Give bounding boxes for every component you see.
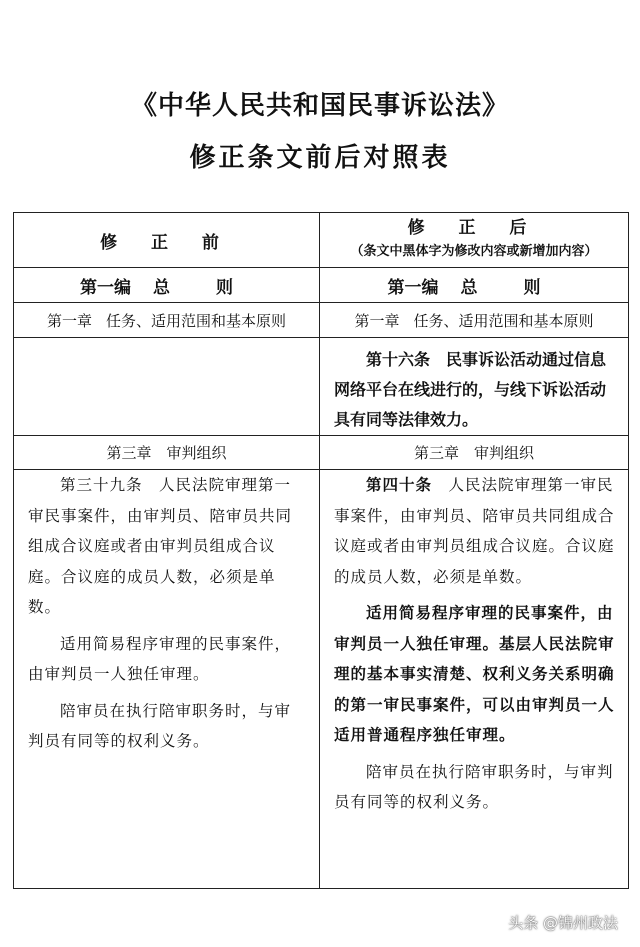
chapter1-after [320,303,629,338]
after-paragraph-1 [320,470,628,592]
header-after-note: （条文中黑体字为修改内容或新增加内容） [350,244,598,259]
chapter1-after-no: 第一章 [354,311,400,330]
header-before-label: 修 正 前 [100,232,233,253]
before-paragraph-2: 适用简易程序审理的民事案件，由审判员一人独任审理。 [28,634,292,683]
part-after-label: 第一编 [387,277,439,298]
part-before [14,268,320,303]
part-before-label: 第一编 [80,277,132,298]
part-after-name: 总 则 [460,277,561,298]
after-paragraph-3: 陪审员在执行陪审职务时，与审判员有同等的权利义务。 [334,762,614,811]
article40-after [320,470,629,889]
before-paragraph-1: 第三十九条 人民法院审理第一审民事案件，由审判员、陪审员共同组成合议庭或者由审判员组成合议庭。合议庭的成员人数，必须是单数。 [28,476,293,616]
article39-before [14,470,320,889]
chapter1-before-no: 第一章 [46,311,92,330]
document-title: 《中华人民共和国民事诉讼法》 [130,91,509,121]
header-after-label: 修 正 后 [407,218,541,238]
chapter1-after-name: 任务、适用范围和基本原则 [413,311,594,330]
article16-after [320,338,629,436]
header-before [14,213,320,268]
document-subtitle: 修正条文前后对照表 [189,143,451,173]
article16-before-empty [14,338,320,436]
source-watermark: 头条 @锦州政法 [508,914,618,932]
article16-text: 第十六条 民事诉讼活动通过信息网络平台在线进行的，与线下诉讼活动具有同等法律效力。 [334,350,607,429]
after-paragraph-2: 适用简易程序审理的民事案件，由审判员一人独任审理。基层人民法院审理的基本事实清楚、权利义务关系明确的第一审民事案件，可以由审判员一人适用普通程序独任审理。 [334,604,615,744]
after-paragraph-1-rest: 人民法院审理第一审民事案件，由审判员、陪审员共同组成合议庭或者由审判员组成合议庭。合议庭的成员人数，必须是单数。 [334,476,615,586]
before-paragraph-3: 陪审员在执行陪审职务时，与审判员有同等的权利义务。 [28,701,292,750]
header-after [320,213,629,268]
chapter1-before-name: 任务、适用范围和基本原则 [106,311,287,330]
chapter3-after: 第三章 审判组织 [320,436,629,470]
title-block [0,86,640,178]
article40-number: 第四十条 [366,476,433,494]
chapter1-before [14,303,320,338]
part-before-name: 总 则 [153,277,253,298]
part-after [320,268,629,303]
chapter3-before: 第三章 审判组织 [14,436,320,470]
comparison-table [13,212,629,889]
